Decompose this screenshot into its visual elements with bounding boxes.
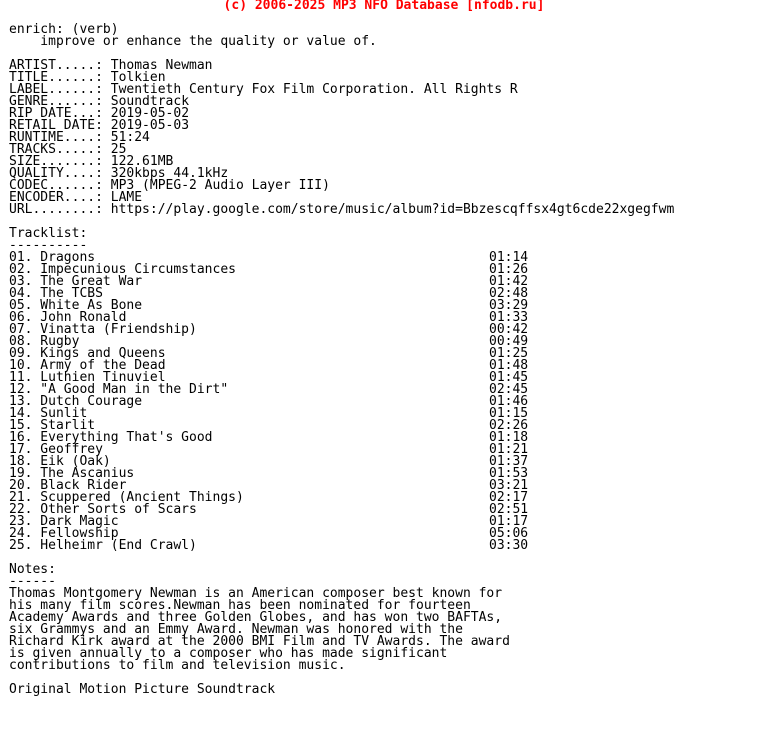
track-title: 02. Impecunious Circumstances [9,262,236,277]
info-field-key: ENCODER....: [9,190,111,205]
track-duration: 01:33 [489,310,529,325]
tracklist-underline: ---------- [9,238,88,253]
info-field-value: Twentieth Century Fox Film Corporation. All Rights R [110,82,518,97]
track-title: 08. Rugby [9,334,80,349]
track-title: 13. Dutch Courage [9,394,143,409]
track-duration: 00:42 [489,322,529,337]
info-field-value: Thomas Newman [110,58,213,73]
track-row [9,408,768,420]
notes-line: his many film scores.Newman has been nominated for fourteen [9,598,471,613]
track-duration: 01:42 [489,274,529,289]
track-duration: 01:26 [489,262,529,277]
track-title: 01. Dragons [9,250,96,265]
track-title: 17. Geoffrey [9,442,103,457]
info-field-value: MP3 (MPEG-2 Audio Layer III) [110,178,330,193]
track-duration: 01:45 [489,370,529,385]
site-header: (c) 2006-2025 MP3 NFO Database [nfodb.ru] [223,0,545,13]
track-duration: 01:37 [489,454,529,469]
info-field-key: TITLE......: [9,70,111,85]
info-field-key: GENRE......: [9,94,111,109]
track-duration: 02:17 [489,490,529,505]
track-duration: 01:15 [489,406,529,421]
track-title: 15. Starlit [9,418,96,433]
track-title: 03. The Great War [9,274,143,289]
spacer [9,216,768,228]
info-field-key: CODEC......: [9,178,111,193]
track-duration: 03:21 [489,478,529,493]
tracklist-heading: Tracklist: [9,226,88,241]
info-field-key: LABEL......: [9,82,111,97]
track-duration: 05:06 [489,526,529,541]
track-duration: 01:21 [489,442,529,457]
track-duration: 01:14 [489,250,529,265]
track-title: 16. Everything That's Good [9,430,213,445]
notes-heading: Notes: [9,562,56,577]
track-title: 21. Scuppered (Ancient Things) [9,490,244,505]
track-title: 12. "A Good Man in the Dirt" [9,382,229,397]
info-field-value: Soundtrack [110,94,190,109]
track-duration: 02:51 [489,502,529,517]
notes-body [9,588,768,672]
track-title: 24. Fellowship [9,526,119,541]
track-title: 05. White As Bone [9,298,143,313]
track-title: 11. Luthien Tinuviel [9,370,166,385]
notes-line: is given annually to a composer who has made significant [9,646,448,661]
info-field-value: 25 [110,142,127,157]
track-title: 04. The TCBS [9,286,103,301]
info-field-key: QUALITY....: [9,166,111,181]
track-title: 22. Other Sorts of Scars [9,502,197,517]
track-row [9,324,768,336]
track-title: 09. Kings and Queens [9,346,166,361]
track-duration: 01:53 [489,466,529,481]
notes-line: Academy Awards and three Golden Globes, and has won two BAFTAs, [9,610,503,625]
track-duration: 01:46 [489,394,529,409]
info-field-value: Tolkien [110,70,166,85]
info-field-key: RUNTIME....: [9,130,111,145]
track-duration: 02:26 [489,418,529,433]
definition-meaning: improve or enhance the quality or value of. [9,34,377,49]
track-duration: 02:45 [489,382,529,397]
info-field-key: RETAIL DATE: [9,118,111,133]
track-row [9,432,768,444]
track-duration: 01:17 [489,514,529,529]
info-field-value: https://play.google.com/store/music/album?id=Bbzescqffsx4gt6cde22xgegfwm [110,202,675,217]
track-duration: 00:49 [489,334,529,349]
track-title: 10. Army of the Dead [9,358,166,373]
track-row [9,396,768,408]
track-row [9,444,768,456]
info-field-key: ARTIST.....: [9,58,111,73]
track-title: 25. Helheimr (End Crawl) [9,538,197,553]
track-title: 14. Sunlit [9,406,88,421]
info-field [9,204,768,216]
track-title: 23. Dark Magic [9,514,119,529]
info-field-value: 51:24 [110,130,150,145]
info-field-key: URL........: [9,202,111,217]
release-info [9,60,768,216]
track-title: 20. Black Rider [9,478,127,493]
info-field-key: RIP DATE...: [9,106,111,121]
info-field-value: 2019-05-02 [110,106,190,121]
track-title: 06. John Ronald [9,310,127,325]
track-duration: 01:25 [489,346,529,361]
spacer [9,552,768,564]
notes-line: six Grammys and an Emmy Award. Newman was honored with the [9,622,463,637]
track-duration: 03:30 [489,538,529,553]
info-field-value: LAME [110,190,143,205]
info-field-value: 122.61MB [110,154,174,169]
info-field-value: 320kbps 44.1kHz [110,166,229,181]
track-row [9,540,768,552]
track-title: 19. The Ascanius [9,466,135,481]
track-duration: 01:48 [489,358,529,373]
track-duration: 01:18 [489,430,529,445]
tracklist [9,252,768,552]
track-duration: 02:48 [489,286,529,301]
info-field-value: 2019-05-03 [110,118,190,133]
definition-term: enrich: (verb) [9,22,119,37]
notes-line: contributions to film and television music. [9,658,346,673]
notes-underline: ------ [9,574,56,589]
notes-footer: Original Motion Picture Soundtrack [9,682,276,697]
track-title: 18. Eik (Oak) [9,454,111,469]
track-row [9,504,768,516]
track-title: 07. Vinatta (Friendship) [9,322,197,337]
notes-line: Richard Kirk award at the 2000 BMI Film and TV Awards. The award [9,634,510,649]
nfo-document [9,24,768,696]
info-field-key: SIZE.......: [9,154,111,169]
track-duration: 03:29 [489,298,529,313]
notes-line: Thomas Montgomery Newman is an American composer best known for [9,586,503,601]
info-field-key: TRACKS.....: [9,142,111,157]
track-row [9,516,768,528]
track-row [9,276,768,288]
